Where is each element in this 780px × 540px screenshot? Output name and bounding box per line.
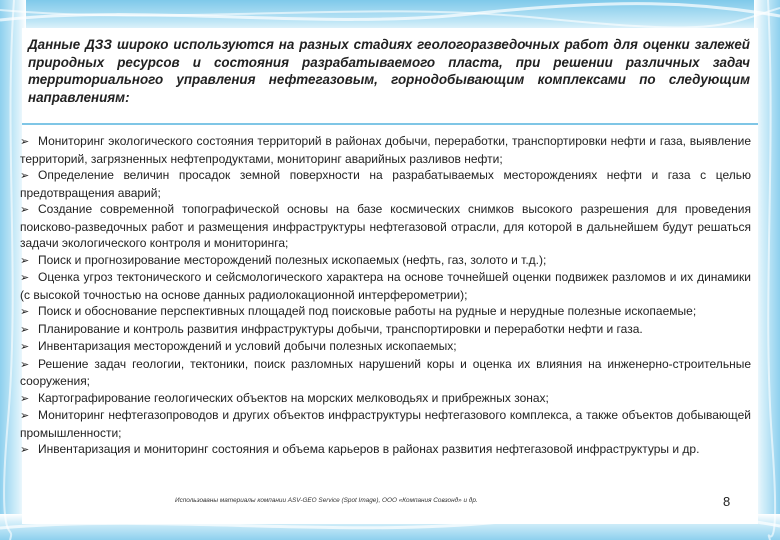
arrow-bullet-icon: ➢ [20, 323, 30, 336]
arrow-bullet-icon: ➢ [20, 392, 30, 405]
list-item-text: Поиск и прогнозирование месторождений полезных ископаемых (нефть, газ, золото и т.д.); [38, 252, 547, 267]
wave-right-1 [768, 0, 775, 540]
arrow-bullet-icon: ➢ [20, 410, 30, 422]
arrow-bullet-icon: ➢ [20, 341, 30, 353]
list-item-text: Мониторинг экологического состояния территорий в районах добычи, переработки, транспортировки нефти и газа, выявление территорий, загрязненных нефтепродуктами, мониторинг аварийных разливов нефти; [20, 134, 751, 166]
arrow-bullet-icon: ➢ [20, 306, 30, 318]
list-item-text: Решение задач геологии, тектоники, поиск разломных нарушений коры и оценка их влияния на инженерно-строительные сооружения; [20, 356, 751, 388]
list-item-text: Картографирование геологических объектов на морских мелководьях и прибрежных зонах; [38, 390, 549, 405]
list-item [20, 407, 751, 441]
list-item [20, 201, 751, 252]
wave-left-1 [4, 0, 14, 540]
list-item [20, 167, 751, 201]
list-item [20, 390, 751, 408]
list-item [20, 269, 751, 303]
list-item-text: Оценка угроз тектонического и сейсмологического характера на основе точнейшей оценки подвижек разломов и их динамики (с высокой точностью на основе данных радиолокационной интерферометрии); [20, 270, 751, 302]
heading-divider [22, 123, 758, 125]
list-item-text: Планирование и контроль развития инфраструктуры добычи, транспортировки и переработки нефти и газа. [38, 321, 643, 336]
arrow-bullet-icon: ➢ [20, 358, 30, 371]
list-item-text: Инвентаризация месторождений и условий добычи полезных ископаемых; [38, 339, 457, 353]
list-item [20, 303, 751, 321]
list-item [20, 338, 751, 356]
arrow-bullet-icon: ➢ [20, 170, 30, 182]
arrow-bullet-icon: ➢ [20, 444, 30, 456]
arrow-bullet-icon: ➢ [20, 204, 30, 216]
arrow-bullet-icon: ➢ [20, 254, 30, 267]
list-item-text: Мониторинг нефтегазопроводов и других объектов инфраструктуры нефтегазового комплекса, а также объектов добывающей промышленности; [20, 408, 751, 440]
source-footnote: Использованы материалы компании ASV-GEO Service (Spot Image), ООО «Компания Совзонд» и др. [175, 497, 478, 504]
list-item-text: Поиск и обоснование перспективных площадей под поисковые работы на рудные и нерудные полезные ископаемые; [38, 304, 697, 318]
arrow-bullet-icon: ➢ [20, 272, 30, 284]
list-item [20, 441, 751, 459]
arrow-bullet-icon: ➢ [20, 136, 30, 148]
list-item-text: Инвентаризация и мониторинг состояния и объема карьеров в районах развития нефтегазовой инфраструктуры и др. [38, 442, 700, 456]
slide-heading: Данные ДЗЗ широко используются на разных стадиях геологоразведочных работ для оценки залежей природных ресурсов и состояния разрабатываемого пласта, при решении различных задач территориального управления нефтегазовым, горнодобывающим комплексами по следующим направлениям: [28, 37, 750, 105]
list-item [20, 133, 751, 167]
list-item [20, 321, 751, 339]
directions-list [20, 133, 751, 459]
list-item-text: Определение величин просадок земной поверхности на разрабатываемых месторождениях нефти и газа с целью предотвращения аварий; [20, 168, 751, 200]
list-item [20, 356, 751, 390]
list-item-text: Создание современной топографической основы на базе космических снимков высокого разрешения для проведения поисково-разведочных работ и размещения инфраструктуры нефтегазовой отрасли, для которой в дальнейшем будут решаться задачи экологического контроля и мониторинга; [20, 202, 751, 250]
page-number: 8 [723, 494, 731, 509]
list-item [20, 252, 751, 270]
